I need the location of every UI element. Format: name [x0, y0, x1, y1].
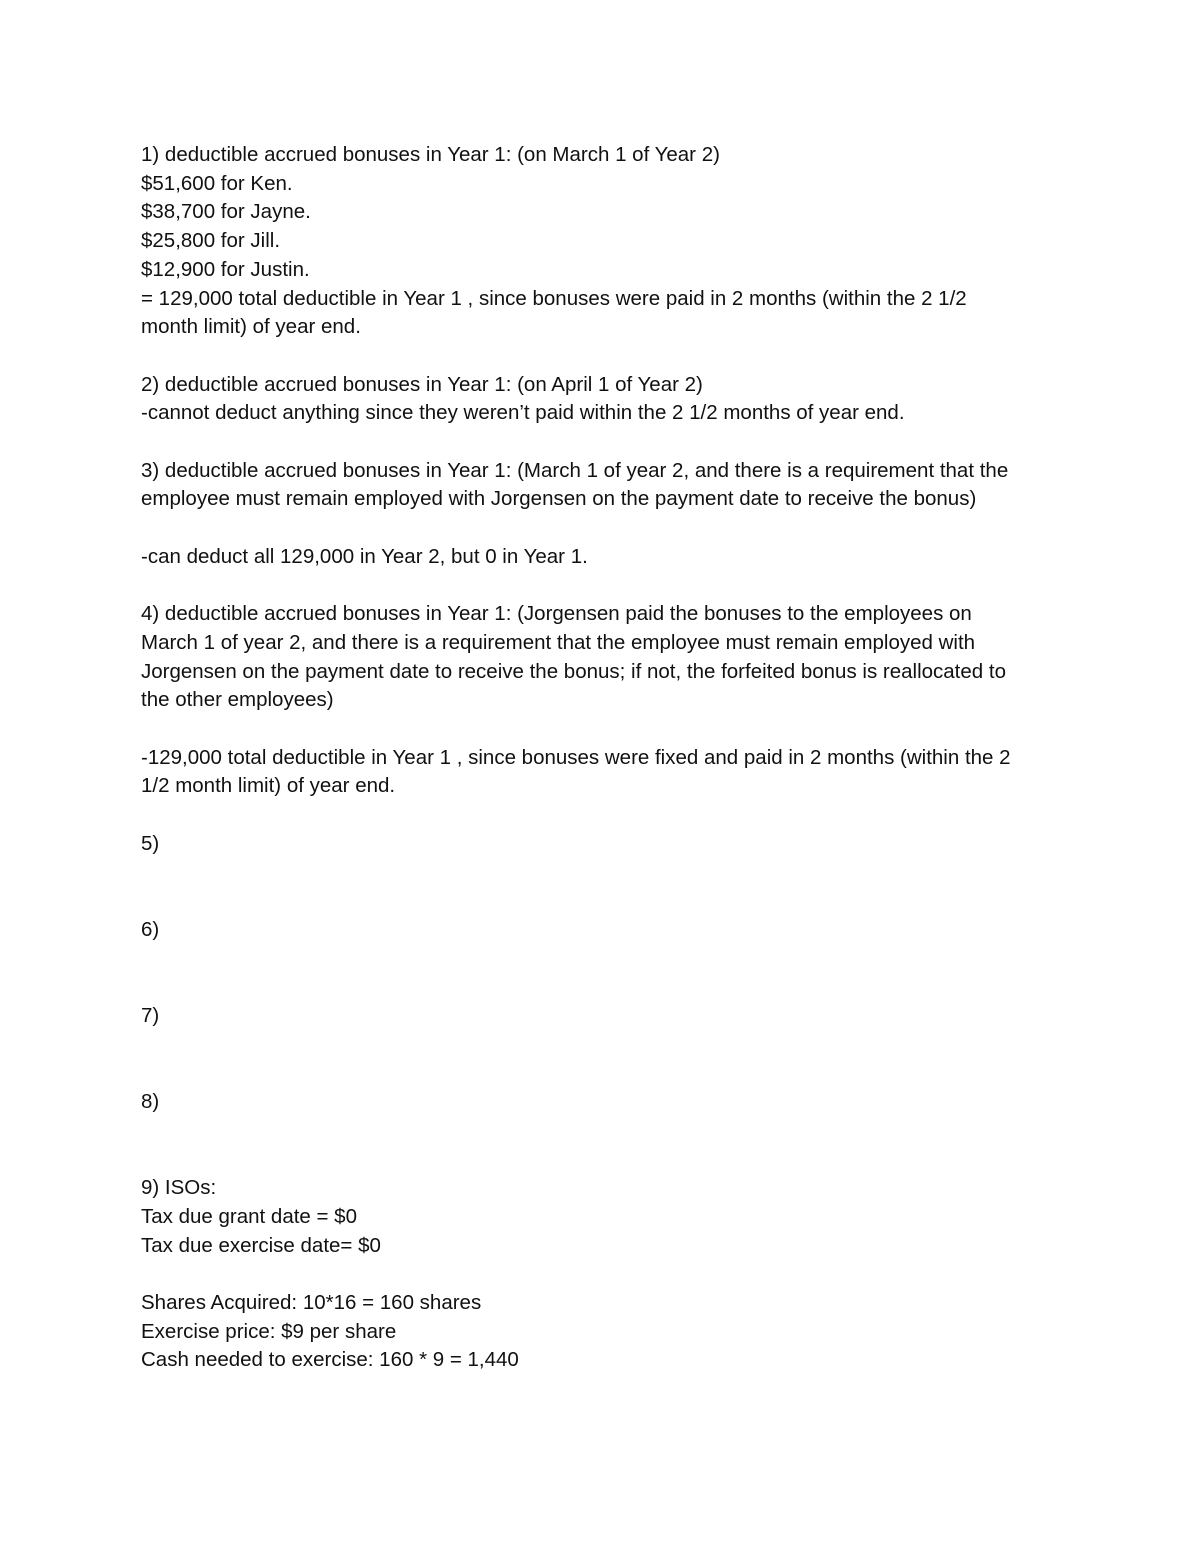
q4-heading-line-4: the other employees) [141, 688, 334, 712]
q9-shares-acquired: Shares Acquired: 10*16 = 160 shares [141, 1290, 482, 1314]
spacer [141, 945, 1081, 974]
spacer [141, 1260, 1081, 1289]
spacer [141, 514, 1081, 543]
q1-ken-bonus: $51,600 for Ken. [141, 171, 293, 195]
spacer [141, 715, 1081, 744]
q4-heading-line-2: March 1 of year 2, and there is a requirement that the employee must remain employed with [141, 630, 976, 654]
q8-label: 8) [141, 1090, 160, 1114]
q9-exercise-tax: Tax due exercise date= $0 [141, 1233, 381, 1257]
spacer [141, 1059, 1081, 1088]
q3-heading-line-2: employee must remain employed with Jorgensen on the payment date to receive the bonus) [141, 487, 977, 511]
spacer [141, 801, 1081, 830]
spacer [141, 887, 1081, 916]
spacer [141, 428, 1081, 457]
q1-total-line-2: month limit) of year end. [141, 315, 361, 339]
q3-answer: -can deduct all 129,000 in Year 2, but 0 in Year 1. [141, 544, 588, 568]
q4-heading-line-3: Jorgensen on the payment date to receive the bonus; if not, the forfeited bonus is reallocated to [141, 659, 1006, 683]
q1-jayne-bonus: $38,700 for Jayne. [141, 200, 311, 224]
q6-label: 6) [141, 917, 160, 941]
spacer [141, 858, 1081, 887]
spacer [141, 1117, 1081, 1146]
q1-jill-bonus: $25,800 for Jill. [141, 229, 281, 253]
q2-heading: 2) deductible accrued bonuses in Year 1: (on April 1 of Year 2) [141, 372, 703, 396]
q1-total-line-1: = 129,000 total deductible in Year 1 , since bonuses were paid in 2 months (within the 2 1/2 [141, 286, 967, 310]
document-body [141, 141, 1081, 1375]
spacer [141, 1031, 1081, 1060]
q9-cash-needed: Cash needed to exercise: 160 * 9 = 1,440 [141, 1348, 519, 1372]
spacer [141, 1145, 1081, 1174]
spacer [141, 572, 1081, 601]
q4-answer-line-2: 1/2 month limit) of year end. [141, 774, 396, 798]
q2-answer: -cannot deduct anything since they weren’t paid within the 2 1/2 months of year end. [141, 401, 905, 425]
q1-heading: 1) deductible accrued bonuses in Year 1: (on March 1 of Year 2) [141, 143, 720, 166]
spacer [141, 973, 1081, 1002]
spacer [141, 342, 1081, 371]
q4-answer-line-1: -129,000 total deductible in Year 1 , since bonuses were fixed and paid in 2 months (within the 2 [141, 745, 1011, 769]
q7-label: 7) [141, 1003, 160, 1027]
q4-heading-line-1: 4) deductible accrued bonuses in Year 1: (Jorgensen paid the bonuses to the employees on [141, 602, 972, 626]
q9-grant-tax: Tax due grant date = $0 [141, 1204, 357, 1228]
q9-exercise-price: Exercise price: $9 per share [141, 1319, 397, 1343]
q1-justin-bonus: $12,900 for Justin. [141, 257, 310, 281]
q9-heading: 9) ISOs: [141, 1176, 217, 1200]
q3-heading-line-1: 3) deductible accrued bonuses in Year 1: (March 1 of year 2, and there is a requirement that the [141, 458, 1009, 482]
q5-label: 5) [141, 831, 160, 855]
